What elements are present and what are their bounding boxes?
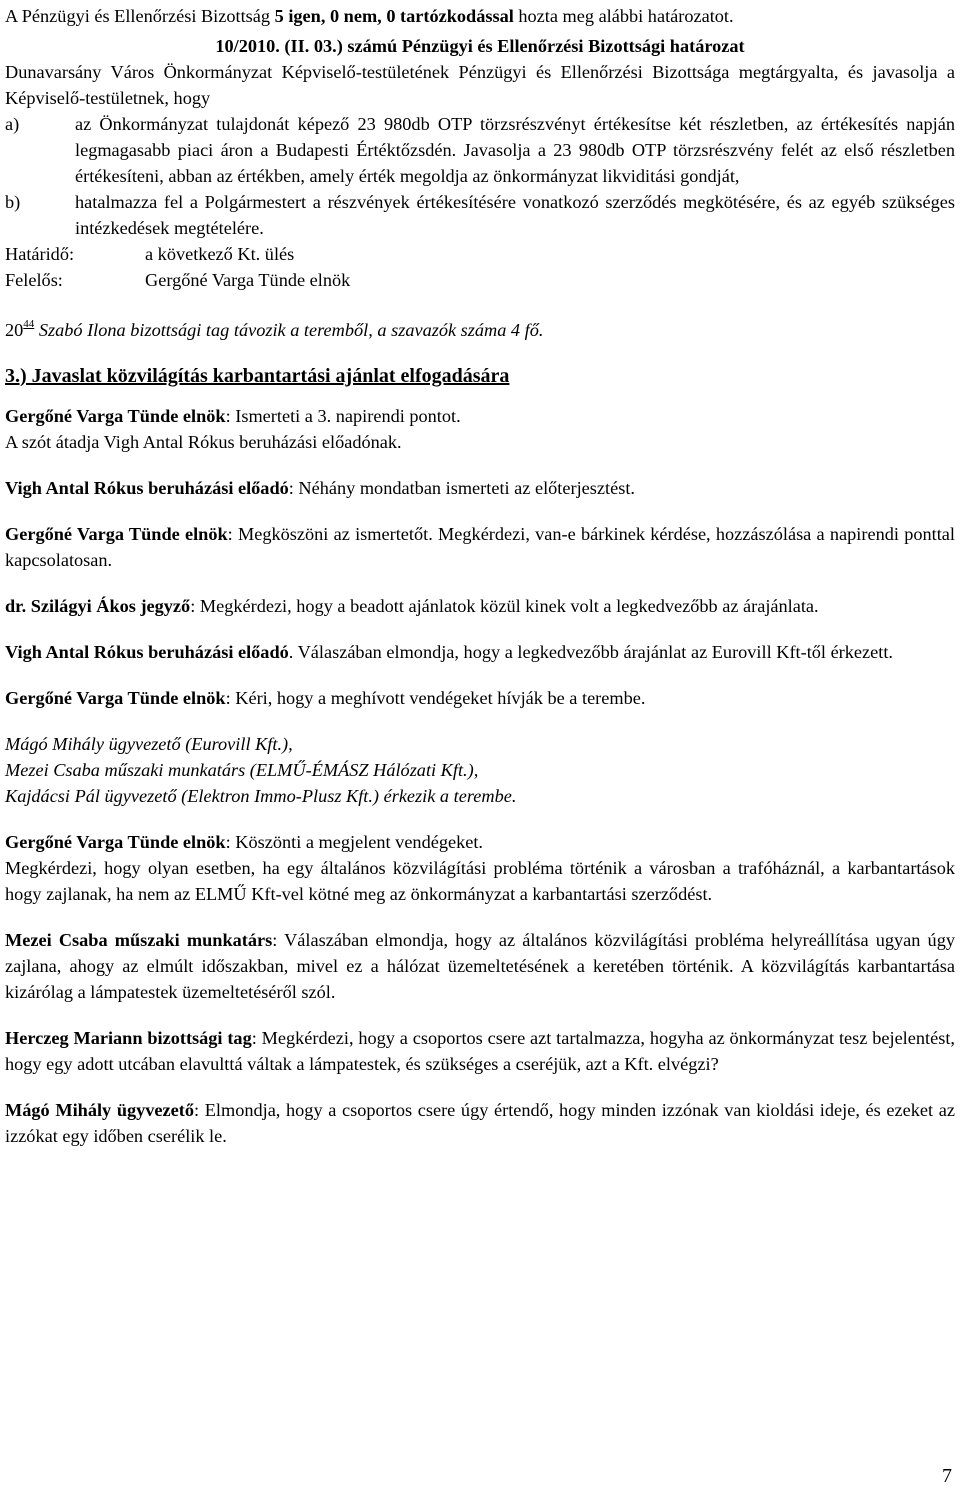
deadline-value: a következő Kt. ülés [145, 244, 295, 264]
paragraph-7: Gergőné Varga Tünde elnök: Köszönti a megjelent vendégeket. [5, 832, 483, 852]
item-b [5, 189, 955, 241]
page-number: 7 [942, 1465, 952, 1487]
paragraph-4: dr. Szilágyi Ákos jegyző: Megkérdezi, hogy a beadott ajánlatok közül kinek volt a legkedvezőbb az árajánlata. [5, 596, 819, 616]
item-a [5, 111, 955, 189]
item-a-text: az Önkormányzat tulajdonát képező 23 980db OTP törzsrészvényt értékesítse két részletben, az értékesítés napján legmagasabb piaci áron a Budapesti Értéktőzsdén. Javasolja a 23 980db OTP törzsrészvény felét az első részletben értékesíteni, abban az értékben, amely érték megoldja az önkormányzat likviditási gondját, [75, 114, 955, 186]
vote-result: 5 igen, 0 nem, 0 tartózkodással [274, 6, 514, 26]
paragraph-1b: A szót átadja Vigh Antal Rókus beruházási előadónak. [5, 432, 402, 452]
resolution-title: 10/2010. (II. 03.) számú Pénzügyi és Ellenőrzési Bizottsági határozat [215, 36, 745, 56]
arrival-3: Kajdácsi Pál ügyvezető (Elektron Immo-Plusz Kft.) érkezik a terembe. [5, 786, 517, 806]
deadline-row [5, 241, 955, 267]
paragraph-8: Mezei Csaba műszaki munkatárs: Válaszában elmondja, hogy az általános közvilágítási probléma helyreállítása ugyan úgy zajlana, ahogy az elmúlt időszakban, mivel ez a hálózat üzemeltetésének a keretében történik. A közvilágítás karbantartása kizárólag a lámpatestek üzemeltetéséről szól. [5, 930, 955, 1002]
paragraph-10: Mágó Mihály ügyvezető: Elmondja, hogy a csoportos csere úgy értendő, hogy minden izzónak van kioldási ideje, és ezeket az izzókat egy időben cserélik le. [5, 1100, 955, 1146]
paragraph-7b: Megkérdezi, hogy olyan esetben, ha egy általános közvilágítási probléma történik a városban a trafóháznál, a karbantartások hogy zajlanak, ha nem az ELMŰ Kft-vel kötné meg az önkormányzat a karbantartási szerződést. [5, 858, 955, 904]
agenda-title: 3.) Javaslat közvilágítás karbantartási ajánlat elfogadására [5, 365, 510, 387]
responsible-value: Gergőné Varga Tünde elnök [145, 270, 351, 290]
deadline-label: Határidő: [5, 244, 75, 264]
item-b-label: b) [5, 192, 21, 212]
paragraph-3: Gergőné Varga Tünde elnök: Megköszöni az ismertetőt. Megkérdezi, van-e bárkinek kérdése, hozzászólása a napirendi ponttal kapcsolatosan. [5, 524, 955, 570]
arrival-2: Mezei Csaba műszaki munkatárs (ELMŰ-ÉMÁSZ Hálózati Kft.), [5, 760, 479, 780]
document-page [5, 3, 955, 1149]
responsible-row [5, 267, 955, 293]
paragraph-5: Vigh Antal Rókus beruházási előadó. Válaszában elmondja, hogy a legkedvezőbb árajánlat az Eurovill Kft-től érkezett. [5, 642, 893, 662]
timestamp-note: $20^{44}$ Szabó Ilona bizottsági tag távozik a teremből, a szavazók száma 4 fő. [5, 318, 544, 340]
item-a-label: a) [5, 114, 20, 134]
paragraph-2: Vigh Antal Rókus beruházási előadó: Néhány mondatban ismerteti az előterjesztést. [5, 478, 635, 498]
arrival-1: Mágó Mihály ügyvezető (Eurovill Kft.), [5, 734, 293, 754]
item-b-text: hatalmazza fel a Polgármestert a részvények értékesítésére vonatkozó szerződés megkötésére, és az egyéb szükséges intézkedések megtételére. [75, 192, 955, 238]
responsible-label: Felelős: [5, 270, 63, 290]
resolution-body: Dunavarsány Város Önkormányzat Képviselő-testületének Pénzügyi és Ellenőrzési Bizottsága megtárgyalta, és javasolja a Képviselő-testületnek, hogy [5, 62, 955, 108]
paragraph-6: Gergőné Varga Tünde elnök: Kéri, hogy a meghívott vendégeket hívják be a terembe. [5, 688, 646, 708]
intro-line: A Pénzügyi és Ellenőrzési Bizottság 5 igen, 0 nem, 0 tartózkodással hozta meg alábbi határozatot. [5, 6, 734, 26]
paragraph-1: Gergőné Varga Tünde elnök: Ismerteti a 3. napirendi pontot. [5, 406, 461, 426]
paragraph-9: Herczeg Mariann bizottsági tag: Megkérdezi, hogy a csoportos csere azt tartalmazza, hogyha az önkormányzat tesz bejelentést, hogy egy adott utcában elavulttá váltak a lámpatestek, és szükséges a cseréjük, azt a Kft. elvégzi? [5, 1028, 955, 1074]
